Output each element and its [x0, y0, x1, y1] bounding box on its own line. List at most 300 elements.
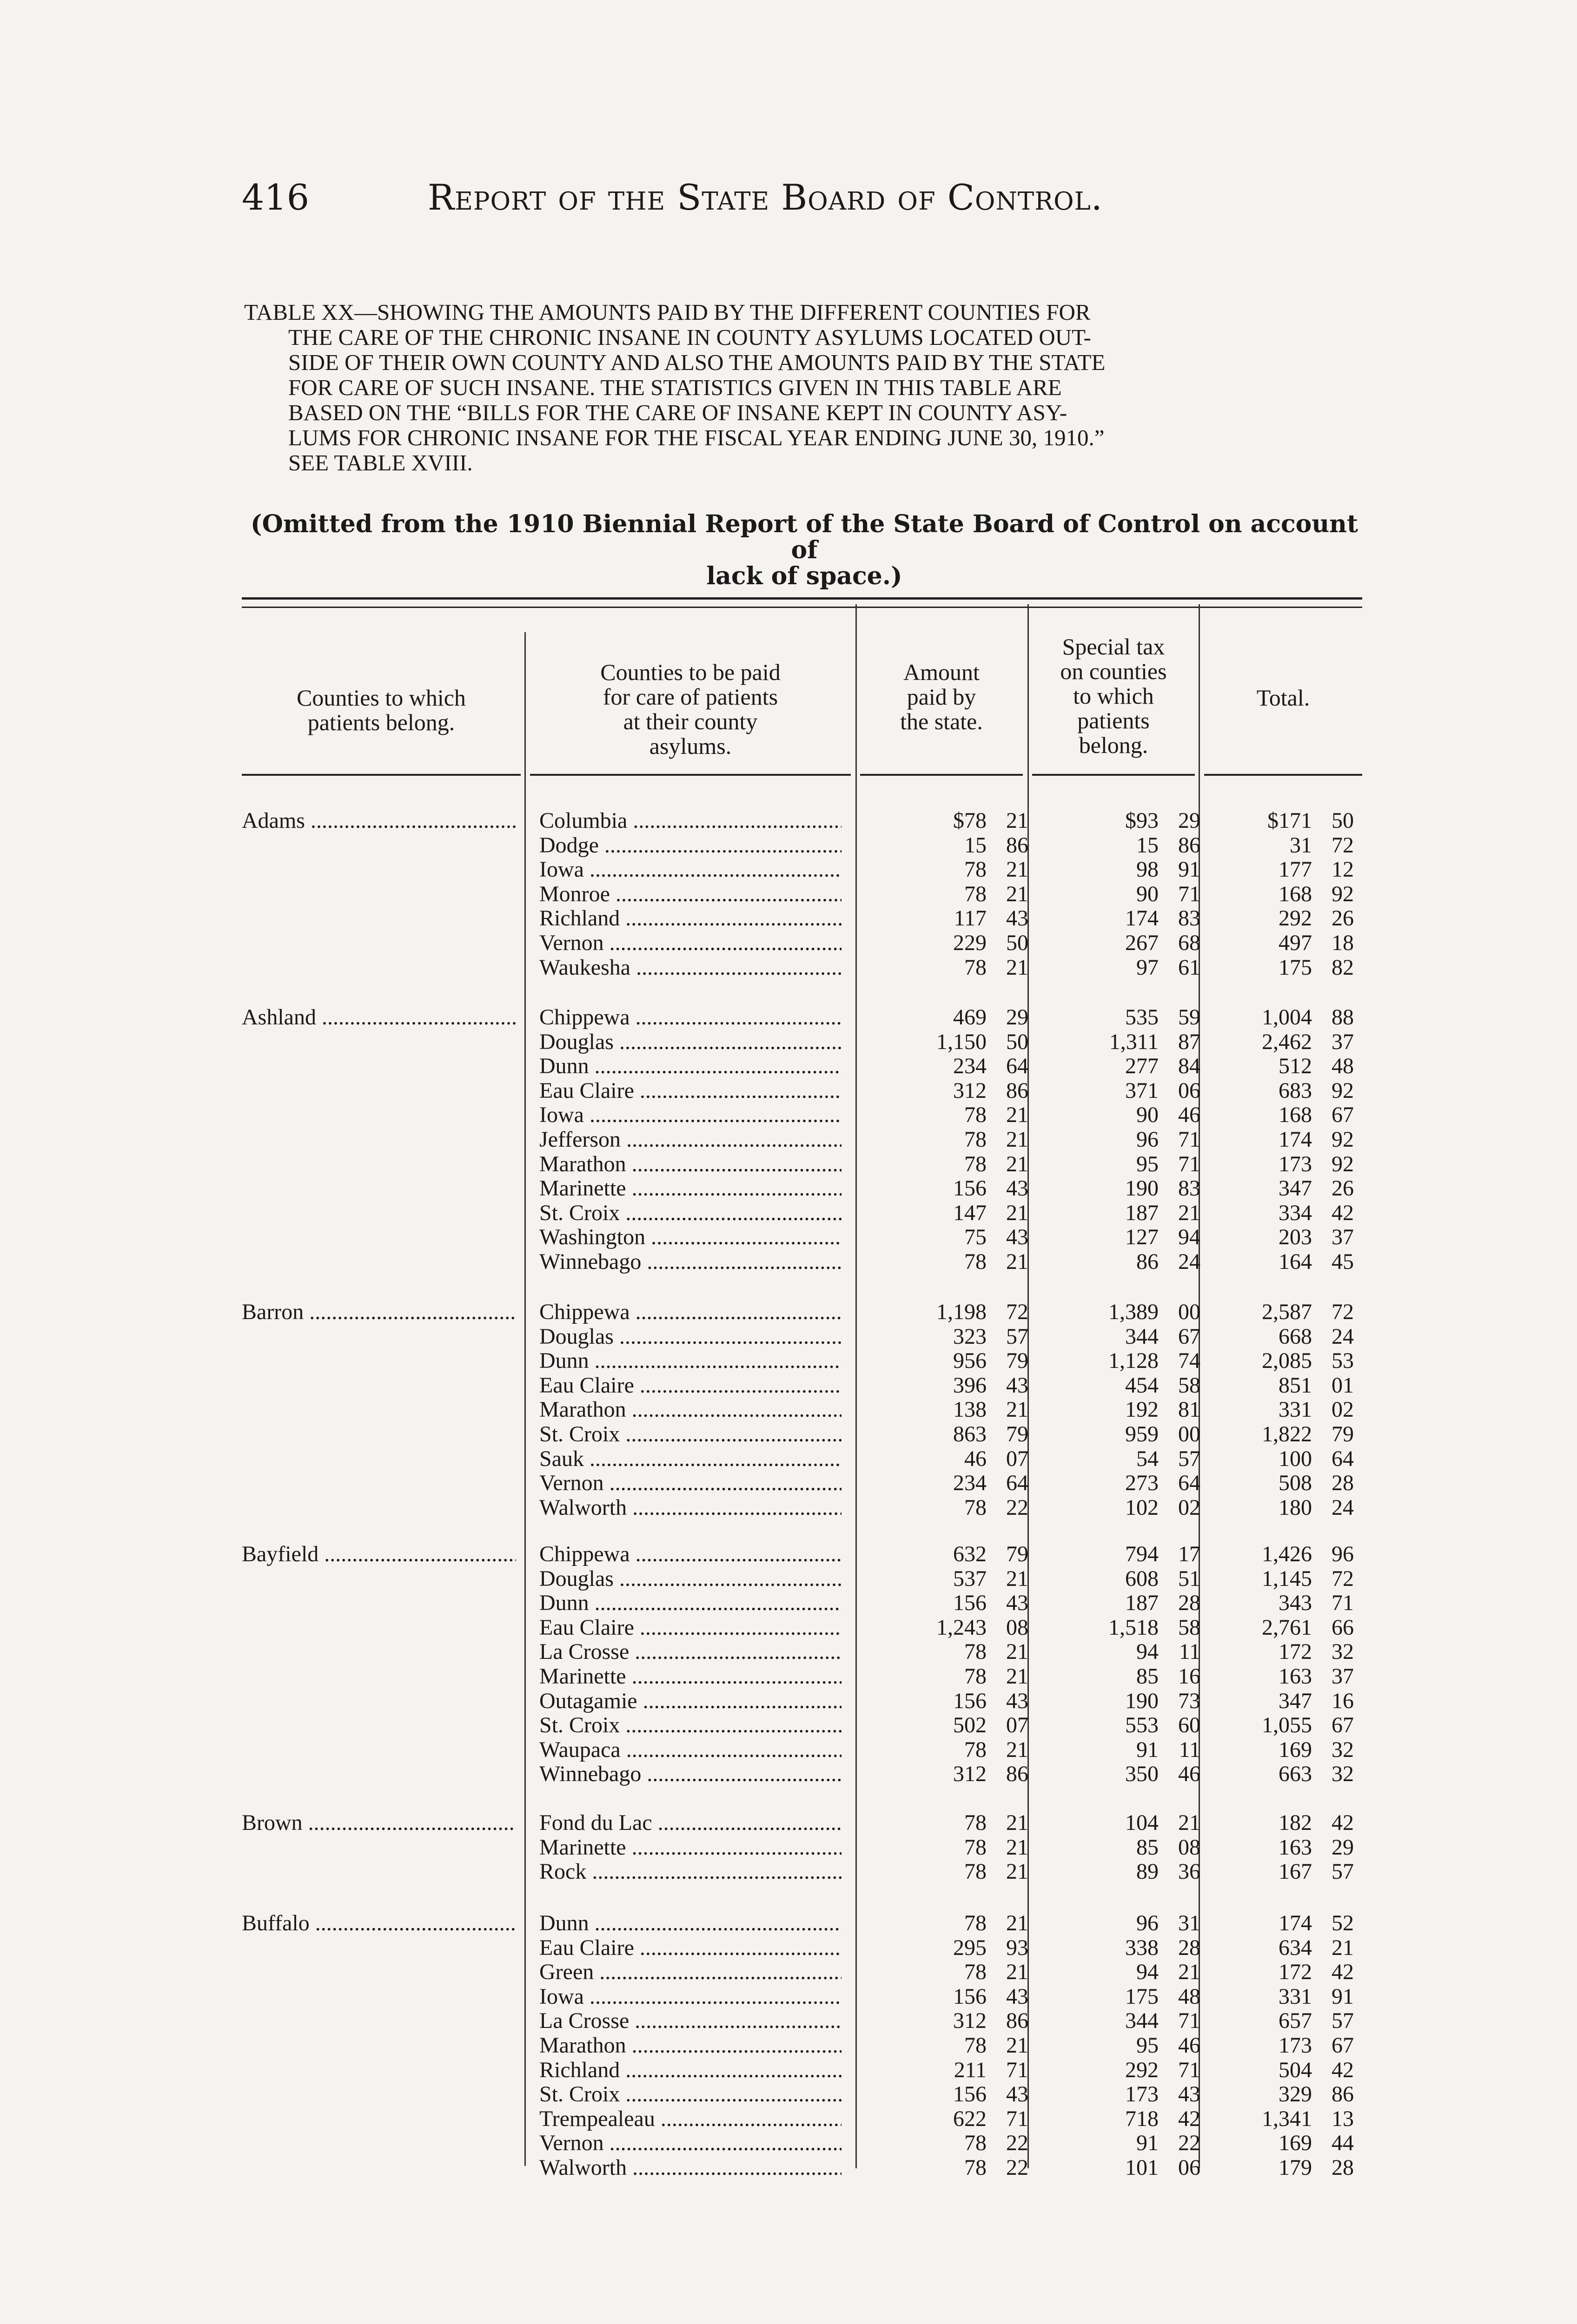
state-amount-cents: 21: [1006, 1249, 1028, 1274]
tax-amount: [1054, 1422, 1200, 1446]
tax-amount-cents: 16: [1178, 1664, 1200, 1689]
tax-amount-dollars: 101: [1125, 2155, 1159, 2180]
state-amount: [882, 1030, 1028, 1054]
table-row: [0, 2131, 1577, 2155]
state-amount: [882, 1079, 1028, 1103]
state-amount-cents: 21: [1006, 1127, 1028, 1152]
total-amount: [1207, 1005, 1354, 1030]
table-row: [0, 1030, 1577, 1054]
header-line: belong.: [1079, 732, 1148, 758]
total-amount-dollars: 175: [1279, 955, 1312, 980]
total-amount-dollars: 1,145: [1262, 1566, 1312, 1591]
state-amount: [882, 1447, 1028, 1471]
tax-amount: [1054, 1373, 1200, 1398]
column-header-belong: [242, 686, 521, 735]
total-amount: [1207, 1176, 1354, 1201]
state-amount: [882, 2107, 1028, 2131]
tax-amount-dollars: 273: [1125, 1471, 1159, 1496]
tax-amount: [1054, 1030, 1200, 1054]
state-amount: [882, 1713, 1028, 1737]
total-amount: [1207, 1422, 1354, 1446]
tax-amount-cents: 36: [1178, 1859, 1200, 1884]
paid-county: St. Croix .....: [539, 1422, 842, 1446]
state-amount-cents: 21: [1006, 1151, 1028, 1176]
tax-amount-dollars: 175: [1125, 1984, 1159, 2009]
tax-amount-dollars: 96: [1136, 1911, 1159, 1935]
state-amount-cents: 64: [1006, 1471, 1028, 1496]
state-amount-cents: 43: [1006, 1225, 1028, 1250]
header-line: for care of patients: [603, 684, 778, 710]
paid-county: St. Croix .....: [539, 1713, 842, 1737]
tax-amount-cents: 21: [1178, 1810, 1200, 1835]
total-amount: [1207, 1960, 1354, 1984]
total-amount: [1207, 1542, 1354, 1566]
paid-county: Iowa .....: [539, 1103, 842, 1127]
state-amount: [882, 1103, 1028, 1127]
tax-amount: [1054, 956, 1200, 980]
tax-amount-cents: 91: [1178, 857, 1200, 882]
tax-amount-cents: 64: [1178, 1471, 1200, 1496]
state-amount-dollars: 75: [964, 1225, 987, 1250]
paid-county: Chippewa .....: [539, 1005, 842, 1030]
state-amount-cents: 21: [1006, 1200, 1028, 1225]
total-amount: [1207, 1030, 1354, 1054]
total-amount-dollars: 173: [1279, 1151, 1312, 1176]
state-amount-cents: 21: [1006, 808, 1028, 833]
total-amount: [1207, 1225, 1354, 1249]
total-amount: [1207, 931, 1354, 955]
tax-amount-dollars: 104: [1125, 1810, 1159, 1835]
paid-county: St. Croix .....: [539, 1201, 842, 1225]
paid-county: Walworth .....: [539, 2156, 842, 2180]
total-amount: [1207, 2009, 1354, 2033]
state-amount-dollars: 117: [954, 906, 987, 931]
state-amount-cents: 86: [1006, 832, 1028, 858]
total-amount-dollars: 512: [1279, 1054, 1312, 1079]
header-line: at their county: [623, 708, 758, 734]
table-row: [0, 1496, 1577, 1520]
total-amount: [1207, 1325, 1354, 1349]
state-amount-cents: 21: [1006, 1960, 1028, 1985]
tax-amount-dollars: 94: [1136, 1639, 1159, 1664]
total-amount-cents: 67: [1332, 2033, 1354, 2058]
total-amount: [1207, 1201, 1354, 1225]
state-amount: [882, 906, 1028, 931]
tax-amount: [1054, 1567, 1200, 1591]
state-amount-dollars: 15: [964, 832, 987, 858]
state-amount-dollars: 156: [953, 2082, 987, 2107]
tax-amount-cents: 43: [1178, 2082, 1200, 2107]
total-amount-cents: 96: [1332, 1542, 1354, 1566]
state-amount-cents: 21: [1006, 857, 1028, 882]
total-amount: [1207, 1860, 1354, 1884]
total-amount-dollars: 668: [1279, 1324, 1312, 1349]
state-amount: [882, 1398, 1028, 1422]
header-line: to which: [1073, 683, 1154, 709]
table-row: [0, 1640, 1577, 1664]
table-row: [0, 1398, 1577, 1422]
paid-county: Marathon .....: [539, 1398, 842, 1422]
state-amount-cents: 72: [1006, 1300, 1028, 1324]
state-amount-dollars: 78: [964, 1151, 987, 1176]
tax-amount-cents: 59: [1178, 1005, 1200, 1030]
state-amount-cents: 86: [1006, 1078, 1028, 1103]
total-amount-dollars: 177: [1279, 857, 1312, 882]
state-amount-cents: 22: [1006, 2155, 1028, 2180]
tax-amount: [1054, 1398, 1200, 1422]
total-amount: [1207, 1616, 1354, 1640]
total-amount-dollars: 180: [1279, 1495, 1312, 1520]
paid-county: Douglas .....: [539, 1325, 842, 1349]
paid-county: Eau Claire .....: [539, 1373, 842, 1398]
tax-amount-dollars: 86: [1136, 1249, 1159, 1274]
table-row: [0, 809, 1577, 833]
paid-county: Richland .....: [539, 2058, 842, 2082]
total-amount-cents: 72: [1332, 1300, 1354, 1324]
total-amount: [1207, 2034, 1354, 2058]
tax-amount-cents: 73: [1178, 1688, 1200, 1713]
tax-amount-cents: 51: [1178, 1566, 1200, 1591]
state-amount: [882, 1616, 1028, 1640]
table-row: [0, 1447, 1577, 1471]
state-amount-cents: 43: [1006, 906, 1028, 931]
state-amount-dollars: 312: [953, 1078, 987, 1103]
tax-amount: [1054, 1911, 1200, 1935]
table-row: [0, 882, 1577, 906]
table-row: [0, 1616, 1577, 1640]
state-amount-dollars: 956: [953, 1348, 987, 1373]
total-amount: [1207, 1591, 1354, 1615]
header-rule: [242, 774, 521, 776]
state-amount-dollars: 1,243: [936, 1615, 987, 1640]
state-amount: [882, 1250, 1028, 1274]
omission-note: [244, 511, 1365, 589]
tax-amount-dollars: 1,518: [1108, 1615, 1159, 1640]
tax-amount-cents: 17: [1178, 1542, 1200, 1566]
total-amount-dollars: 164: [1279, 1249, 1312, 1274]
total-amount-cents: 72: [1332, 1566, 1354, 1591]
table-row: [0, 1689, 1577, 1713]
tax-amount-dollars: 89: [1136, 1859, 1159, 1884]
table-row: [0, 1542, 1577, 1566]
table-caption: [244, 300, 1365, 475]
state-amount-dollars: 1,150: [936, 1029, 987, 1054]
caption-line: SEE TABLE XVIII.: [288, 450, 473, 475]
paid-county: Dunn .....: [539, 1054, 842, 1078]
table-row: [0, 1567, 1577, 1591]
total-amount-dollars: 174: [1279, 1127, 1312, 1152]
total-amount-cents: 92: [1332, 1127, 1354, 1152]
state-amount-cents: 71: [1006, 2057, 1028, 2082]
total-amount: [1207, 956, 1354, 980]
paid-county: Waupaca .....: [539, 1738, 842, 1762]
total-amount-dollars: 31: [1290, 832, 1312, 858]
state-amount: [882, 1640, 1028, 1664]
paid-county: Fond du Lac .....: [539, 1811, 842, 1835]
table-row: [0, 1960, 1577, 1984]
column-header-tax: [1032, 634, 1195, 758]
state-amount-cents: 21: [1006, 1397, 1028, 1422]
paid-county: Douglas .....: [539, 1030, 842, 1054]
total-amount-dollars: 1,004: [1262, 1005, 1312, 1030]
total-amount-dollars: 2,587: [1262, 1300, 1312, 1324]
tax-amount-dollars: 608: [1125, 1566, 1159, 1591]
table-row: [0, 1079, 1577, 1103]
total-amount-cents: 71: [1332, 1591, 1354, 1616]
total-amount-dollars: 163: [1279, 1664, 1312, 1689]
tax-amount-cents: 46: [1178, 1103, 1200, 1128]
table-row: [0, 1128, 1577, 1152]
state-amount-cents: 21: [1006, 955, 1028, 980]
state-amount-cents: 22: [1006, 2131, 1028, 2156]
state-amount-dollars: 863: [953, 1422, 987, 1446]
total-amount-dollars: 347: [1279, 1176, 1312, 1201]
header-line: on counties: [1060, 658, 1167, 684]
table-row: [0, 1713, 1577, 1737]
state-amount: [882, 1835, 1028, 1860]
state-amount: [882, 1762, 1028, 1786]
table-row: [0, 1250, 1577, 1274]
page-number: 416: [242, 177, 310, 218]
total-amount-cents: 52: [1332, 1911, 1354, 1935]
tax-amount: [1054, 1005, 1200, 1030]
state-amount-cents: 43: [1006, 1984, 1028, 2009]
tax-amount: [1054, 1349, 1200, 1373]
state-amount-cents: 21: [1006, 1810, 1028, 1835]
table-row: [0, 1591, 1577, 1615]
state-amount-dollars: 234: [953, 1054, 987, 1079]
paid-county: Richland .....: [539, 906, 842, 931]
tax-amount-cents: 74: [1178, 1348, 1200, 1373]
caption-line: FOR CARE OF SUCH INSANE. THE STATISTICS GIVEN IN THIS TABLE ARE: [288, 375, 1062, 400]
total-amount-dollars: 174: [1279, 1911, 1312, 1935]
tax-amount: [1054, 1201, 1200, 1225]
total-amount-dollars: 851: [1279, 1373, 1312, 1398]
tax-amount-dollars: 959: [1125, 1422, 1159, 1446]
state-amount: [882, 1567, 1028, 1591]
total-amount-dollars: 334: [1279, 1200, 1312, 1225]
state-amount: [882, 1128, 1028, 1152]
tax-amount-dollars: 1,311: [1109, 1029, 1159, 1054]
state-amount-dollars: 78: [964, 1664, 987, 1689]
tax-amount: [1054, 1103, 1200, 1127]
total-amount: [1207, 1762, 1354, 1786]
tax-amount-dollars: 187: [1125, 1591, 1159, 1616]
table-row: [0, 1738, 1577, 1762]
state-amount-cents: 79: [1006, 1542, 1028, 1566]
state-amount-cents: 43: [1006, 1373, 1028, 1398]
paid-county: Green .....: [539, 1960, 842, 1984]
state-amount-dollars: 234: [953, 1471, 987, 1496]
state-amount-cents: 07: [1006, 1446, 1028, 1471]
paid-county: Douglas .....: [539, 1567, 842, 1591]
tax-amount-cents: 00: [1178, 1422, 1200, 1446]
caption-line: TABLE XX—SHOWING THE AMOUNTS PAID BY THE DIFFERENT COUNTIES FOR: [244, 299, 1091, 325]
tax-amount-cents: 58: [1178, 1373, 1200, 1398]
paid-county: Sauk .....: [539, 1447, 842, 1471]
table-row: [0, 1911, 1577, 1935]
tax-amount-cents: 11: [1179, 1639, 1200, 1664]
state-amount-cents: 50: [1006, 931, 1028, 955]
tax-amount-dollars: 1,128: [1108, 1348, 1159, 1373]
table-row: [0, 1201, 1577, 1225]
total-amount-dollars: 100: [1279, 1446, 1312, 1471]
tax-amount-cents: 46: [1178, 2033, 1200, 2058]
total-amount: [1207, 1128, 1354, 1152]
belong-county: Brown .....: [242, 1811, 516, 1835]
tax-amount-cents: 58: [1178, 1615, 1200, 1640]
state-amount: [882, 956, 1028, 980]
state-amount-dollars: 78: [964, 1911, 987, 1935]
state-amount-cents: 21: [1006, 1737, 1028, 1762]
state-amount-dollars: 312: [953, 2008, 987, 2034]
total-amount: [1207, 2058, 1354, 2082]
tax-amount-dollars: 127: [1125, 1225, 1159, 1250]
state-amount-dollars: 1,198: [936, 1300, 987, 1324]
belong-county: Buffalo .....: [242, 1911, 516, 1935]
total-amount-dollars: 169: [1279, 2131, 1312, 2156]
state-amount-dollars: 323: [953, 1324, 987, 1349]
tax-amount-dollars: 95: [1136, 1151, 1159, 1176]
caption-line: THE CARE OF THE CHRONIC INSANE IN COUNTY ASYLUMS LOCATED OUT-: [288, 324, 1091, 350]
total-amount-dollars: 168: [1279, 1103, 1312, 1128]
total-amount-dollars: 203: [1279, 1225, 1312, 1250]
paid-county: Winnebago .....: [539, 1762, 842, 1786]
total-amount-cents: 67: [1332, 1713, 1354, 1738]
state-amount-dollars: 78: [964, 881, 987, 906]
total-amount-dollars: 504: [1279, 2057, 1312, 2082]
state-amount: [882, 882, 1028, 906]
state-amount: [882, 1860, 1028, 1884]
total-amount-cents: 57: [1332, 1859, 1354, 1884]
state-amount-dollars: 156: [953, 1688, 987, 1713]
state-amount: [882, 1152, 1028, 1176]
table-row: [0, 2009, 1577, 2033]
total-amount-cents: 37: [1332, 1664, 1354, 1689]
tax-amount: [1054, 1250, 1200, 1274]
state-amount-cents: 43: [1006, 2082, 1028, 2107]
tax-amount: [1054, 2034, 1200, 2058]
state-amount: [882, 2131, 1028, 2155]
tax-amount: [1054, 1860, 1200, 1884]
total-amount: [1207, 1936, 1354, 1960]
paid-county: Marathon .....: [539, 1152, 842, 1176]
state-amount: [882, 1960, 1028, 1984]
state-amount-cents: 21: [1006, 881, 1028, 906]
tax-amount: [1054, 2156, 1200, 2180]
tax-amount: [1054, 1054, 1200, 1078]
paid-county: Eau Claire .....: [539, 1936, 842, 1960]
total-amount-cents: 02: [1332, 1397, 1354, 1422]
tax-amount: [1054, 906, 1200, 931]
table-row: [0, 1373, 1577, 1398]
paid-county: Rock .....: [539, 1860, 842, 1884]
state-amount-dollars: 622: [953, 2106, 987, 2131]
total-amount-dollars: 1,426: [1262, 1542, 1312, 1566]
table-row: [0, 1811, 1577, 1835]
table-row: [0, 2107, 1577, 2131]
tax-amount-cents: 87: [1178, 1029, 1200, 1054]
state-amount-dollars: 78: [964, 1859, 987, 1884]
tax-amount: [1054, 1960, 1200, 1984]
header-line: patients: [1077, 707, 1150, 733]
paid-county: Iowa .....: [539, 1985, 842, 2009]
tax-amount-cents: 11: [1179, 1737, 1200, 1762]
total-amount-dollars: 2,085: [1262, 1348, 1312, 1373]
state-amount: [882, 1689, 1028, 1713]
tax-amount-dollars: 794: [1125, 1542, 1159, 1566]
state-amount: [882, 1225, 1028, 1249]
belong-county: Barron .....: [242, 1300, 516, 1324]
table-row: [0, 1152, 1577, 1176]
tax-amount: [1054, 2107, 1200, 2131]
total-amount-cents: 45: [1332, 1249, 1354, 1274]
header-line: Amount: [903, 659, 980, 685]
tax-amount-cents: 68: [1178, 931, 1200, 955]
tax-amount-dollars: 267: [1125, 931, 1159, 955]
state-amount-cents: 29: [1006, 1005, 1028, 1030]
tax-amount-dollars: 1,389: [1108, 1300, 1159, 1324]
total-amount-cents: 26: [1332, 1176, 1354, 1201]
table-top-rule: [242, 607, 1362, 608]
total-amount-dollars: 173: [1279, 2033, 1312, 2058]
tax-amount-cents: 71: [1178, 1127, 1200, 1152]
state-amount-cents: 71: [1006, 2106, 1028, 2131]
total-amount-dollars: 634: [1279, 1935, 1312, 1960]
tax-amount-dollars: 94: [1136, 1960, 1159, 1985]
total-amount-cents: 42: [1332, 1200, 1354, 1225]
state-amount: [882, 1811, 1028, 1835]
paid-county: Dodge .....: [539, 833, 842, 858]
tax-amount: [1054, 1152, 1200, 1176]
total-amount-cents: 16: [1332, 1688, 1354, 1713]
total-amount-cents: 53: [1332, 1348, 1354, 1373]
total-amount-cents: 13: [1332, 2106, 1354, 2131]
page-header: [242, 177, 1358, 228]
state-amount-dollars: 78: [964, 2155, 987, 2180]
tax-amount: [1054, 1985, 1200, 2009]
total-amount-cents: 42: [1332, 1960, 1354, 1985]
state-amount: [882, 833, 1028, 858]
tax-amount-dollars: 338: [1125, 1935, 1159, 1960]
tax-amount-cents: 48: [1178, 1984, 1200, 2009]
state-amount: [882, 1054, 1028, 1078]
table-row: [0, 1860, 1577, 1884]
header-rule: [530, 774, 851, 776]
table-row: [0, 858, 1577, 882]
tax-amount-dollars: 97: [1136, 955, 1159, 980]
tax-amount-dollars: 277: [1125, 1054, 1159, 1079]
total-amount-cents: 66: [1332, 1615, 1354, 1640]
tax-amount-cents: 94: [1178, 1225, 1200, 1250]
tax-amount-dollars: 718: [1125, 2106, 1159, 2131]
caption-line: BASED ON THE “BILLS FOR THE CARE OF INSANE KEPT IN COUNTY ASY-: [288, 400, 1067, 425]
tax-amount-cents: 71: [1178, 1151, 1200, 1176]
total-amount-dollars: 508: [1279, 1471, 1312, 1496]
tax-amount: [1054, 2009, 1200, 2033]
total-amount-cents: 26: [1332, 906, 1354, 931]
total-amount: [1207, 1300, 1354, 1324]
state-amount-dollars: 78: [964, 857, 987, 882]
paid-county: Marinette .....: [539, 1664, 842, 1689]
tax-amount-dollars: 190: [1125, 1176, 1159, 1201]
tax-amount: [1054, 809, 1200, 833]
total-amount-cents: 29: [1332, 1835, 1354, 1860]
paid-county: Trempealeau .....: [539, 2107, 842, 2131]
state-amount-cents: 43: [1006, 1688, 1028, 1713]
state-amount-cents: 79: [1006, 1348, 1028, 1373]
tax-amount: [1054, 1325, 1200, 1349]
